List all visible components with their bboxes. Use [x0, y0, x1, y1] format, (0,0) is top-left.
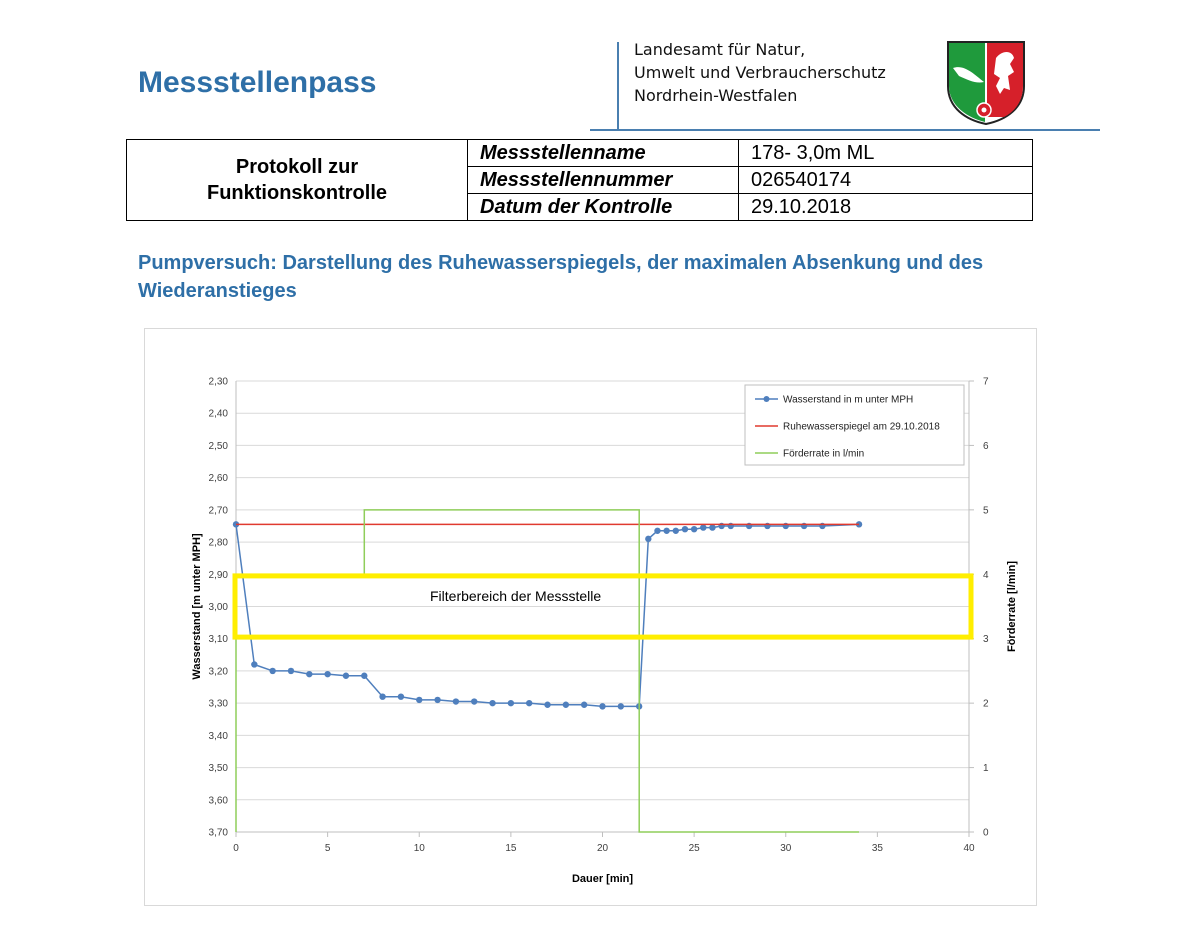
info-value: 29.10.2018	[739, 194, 1033, 221]
y-tick-label: 3,00	[208, 602, 228, 613]
data-point	[288, 668, 294, 674]
y2-tick-label: 1	[983, 763, 989, 775]
data-point	[489, 700, 495, 706]
info-label: Messstellennummer	[468, 167, 739, 194]
data-point	[471, 698, 477, 704]
legend-entry: Förderrate in l/min	[783, 448, 865, 460]
y2-tick-label: 6	[983, 440, 989, 452]
y2-tick-label: 7	[983, 376, 989, 388]
data-point	[416, 697, 422, 703]
y-tick-label: 2,60	[208, 473, 228, 485]
y-tick-label: 2,50	[208, 440, 228, 452]
y-tick-label: 3,60	[208, 795, 228, 807]
data-point	[682, 526, 688, 532]
page-title: Messstellenpass	[138, 66, 377, 99]
x-tick-label: 10	[413, 843, 425, 854]
data-point	[563, 702, 569, 708]
y2-tick-label: 0	[983, 827, 989, 839]
chart	[145, 329, 1036, 905]
info-label: Datum der Kontrolle	[468, 194, 739, 221]
data-point	[581, 702, 587, 708]
y-tick-label: 3,30	[208, 698, 228, 710]
data-point	[654, 528, 660, 534]
y-tick-label: 3,20	[208, 666, 228, 678]
data-point	[709, 524, 715, 530]
agency-line: Umwelt und Verbraucherschutz	[634, 63, 886, 82]
agency-line: Landesamt für Natur,	[634, 40, 806, 59]
y2-tick-label: 4	[983, 569, 989, 581]
data-point	[691, 526, 697, 532]
y-tick-label: 3,50	[208, 763, 228, 775]
y2-axis-title: Förderrate [l/min]	[1006, 560, 1018, 653]
data-point	[324, 671, 330, 677]
data-point	[599, 703, 605, 709]
legend-entry: Ruhewasserspiegel am 29.10.2018	[783, 421, 940, 433]
data-point	[508, 700, 514, 706]
chart-frame	[144, 328, 1037, 906]
y2-tick-label: 3	[983, 634, 989, 646]
legend-entry: Wasserstand in m unter MPH	[783, 394, 914, 406]
series-line-1	[236, 524, 859, 706]
x-axis-title: Dauer [min]	[571, 873, 634, 885]
data-point	[700, 524, 706, 530]
x-tick-label: 15	[505, 843, 517, 854]
data-point	[379, 694, 385, 700]
info-value: 026540174	[739, 167, 1033, 194]
x-tick-label: 25	[688, 843, 700, 854]
data-point	[398, 694, 404, 700]
y-tick-label: 3,10	[208, 634, 228, 646]
info-table	[126, 139, 1033, 221]
data-point	[251, 661, 257, 667]
data-point	[544, 702, 550, 708]
y-axis-title: Wasserstand [m unter MPH]	[191, 533, 203, 680]
legend-marker	[764, 396, 770, 402]
data-point	[673, 528, 679, 534]
y2-tick-label: 5	[983, 505, 989, 517]
x-tick-label: 5	[324, 843, 331, 854]
data-point	[269, 668, 275, 674]
agency-line: Nordrhein-Westfalen	[634, 86, 798, 105]
x-tick-label: 40	[963, 843, 975, 854]
data-point	[526, 700, 532, 706]
y-tick-label: 3,70	[208, 827, 228, 839]
x-tick-label: 0	[233, 843, 239, 854]
y2-tick-label: 2	[983, 698, 989, 710]
x-tick-label: 30	[780, 843, 792, 854]
data-point	[343, 673, 349, 679]
header-divider-vertical	[617, 42, 619, 130]
y-tick-label: 2,80	[208, 537, 228, 549]
protocol-title	[127, 140, 468, 221]
data-point	[453, 698, 459, 704]
x-tick-label: 20	[596, 843, 609, 854]
nrw-crest-logo	[944, 38, 1028, 126]
data-point	[645, 536, 651, 542]
protocol-title-line: Protokoll zur	[235, 156, 359, 178]
x-tick-label: 35	[871, 843, 883, 854]
y-tick-label: 2,30	[208, 376, 228, 388]
info-value: 178- 3,0m ML	[739, 140, 1033, 167]
y-tick-label: 2,70	[208, 505, 228, 517]
y-tick-label: 2,90	[208, 569, 228, 581]
filter-range-label: Filterbereich der Messstelle	[430, 587, 602, 604]
data-point	[361, 673, 367, 679]
agency-name	[634, 38, 886, 107]
data-point	[618, 703, 624, 709]
data-point	[434, 697, 440, 703]
y-tick-label: 2,40	[208, 408, 228, 420]
y-tick-label: 3,40	[208, 730, 228, 742]
data-point	[306, 671, 312, 677]
info-label: Messstellenname	[468, 140, 739, 167]
header-divider-horizontal	[590, 129, 1100, 131]
data-point	[663, 528, 669, 534]
protocol-title-line: Funktionskontrolle	[207, 182, 387, 204]
section-heading: Pumpversuch: Darstellung des Ruhewasserspiegels, der maximalen Absenkung und des Wiederanstieges	[138, 252, 984, 302]
